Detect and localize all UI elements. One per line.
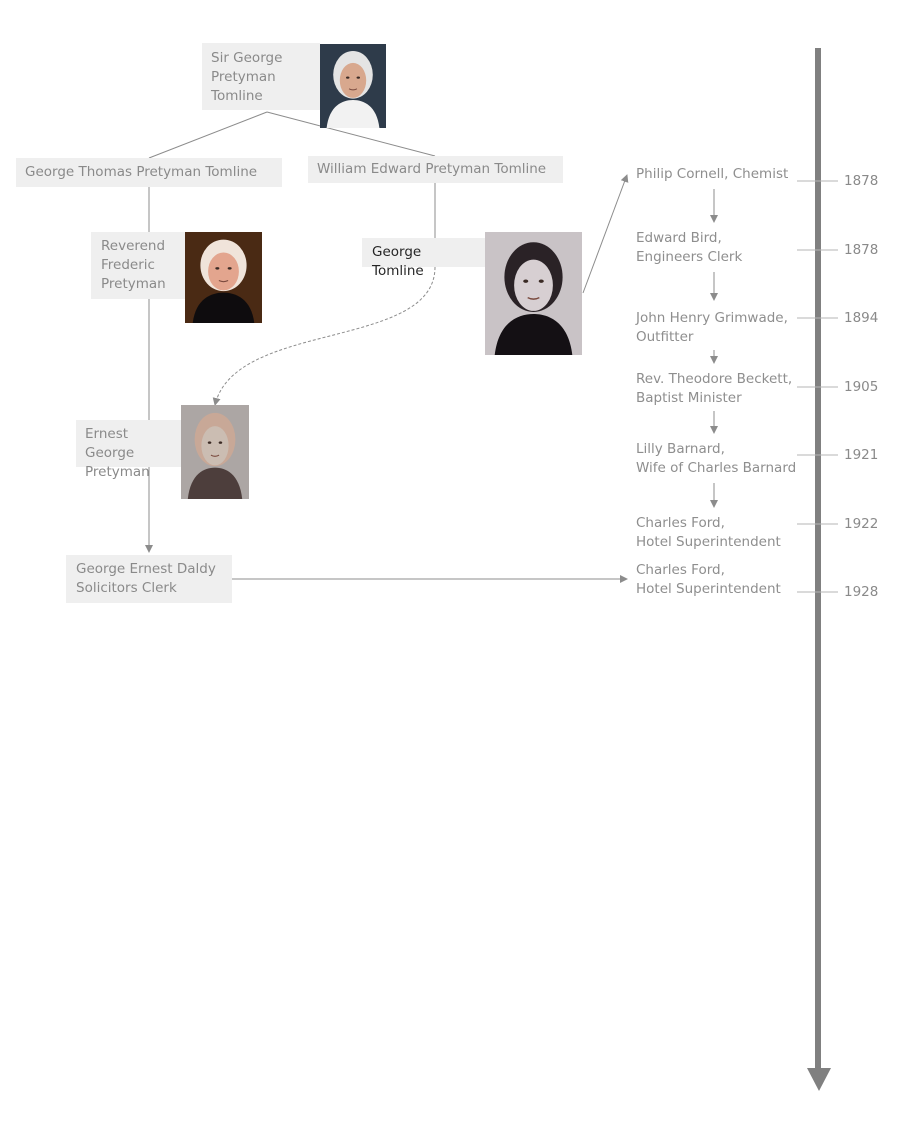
timeline-arrowhead [807,1068,831,1091]
portrait-image [185,232,262,323]
occupant-6: Charles Ford, Hotel Superintendent [636,515,781,550]
reverend-frederic-portrait [185,232,262,323]
portrait-image [181,405,249,499]
portrait-image [485,232,582,355]
portrait-image [320,44,386,128]
person-box-george-ernest-daldy [66,555,232,603]
person-name: George Ernest Daldy Solicitors Clerk [76,561,216,596]
year-label-4: 1905 [844,379,879,395]
year-label-1: 1878 [844,173,879,189]
person-name: William Edward Pretyman Tomline [317,161,547,177]
person-box-george-tomline [362,238,485,279]
year-label-5: 1921 [844,447,879,463]
sir-george-portrait [320,44,386,128]
person-name: George Tomline [372,244,424,279]
year-label-3: 1894 [844,310,879,326]
occupant-1: Philip Cornell, Chemist [636,166,789,182]
person-name: Sir George Pretyman Tomline [211,50,283,104]
person-name: Reverend Frederic Pretyman [101,238,166,292]
person-box-george-thomas [16,158,282,187]
person-box-ernest-george [76,420,182,480]
occupant-7: Charles Ford, Hotel Superintendent [636,562,781,597]
occupant-2: Edward Bird, Engineers Clerk [636,230,743,265]
year-label-6: 1922 [844,516,879,532]
person-name: George Thomas Pretyman Tomline [25,164,258,180]
link-sir-george-to-george-thomas [149,112,267,158]
year-label-2: 1878 [844,242,879,258]
person-box-reverend-frederic [91,232,186,299]
occupant-5: Lilly Barnard, Wife of Charles Barnard [636,441,797,476]
year-label-7: 1928 [844,584,879,600]
ernest-george-portrait [181,405,249,499]
person-box-william-edward [308,156,563,183]
george-tomline-portrait [485,232,582,355]
link-george-tomline-to-first-occupant [583,175,627,293]
person-box-sir-george [202,43,320,110]
occupant-3: John Henry Grimwade, Outfitter [636,310,788,345]
occupant-4: Rev. Theodore Beckett, Baptist Minister [636,371,793,406]
person-name: Ernest George Pretyman [85,426,150,480]
